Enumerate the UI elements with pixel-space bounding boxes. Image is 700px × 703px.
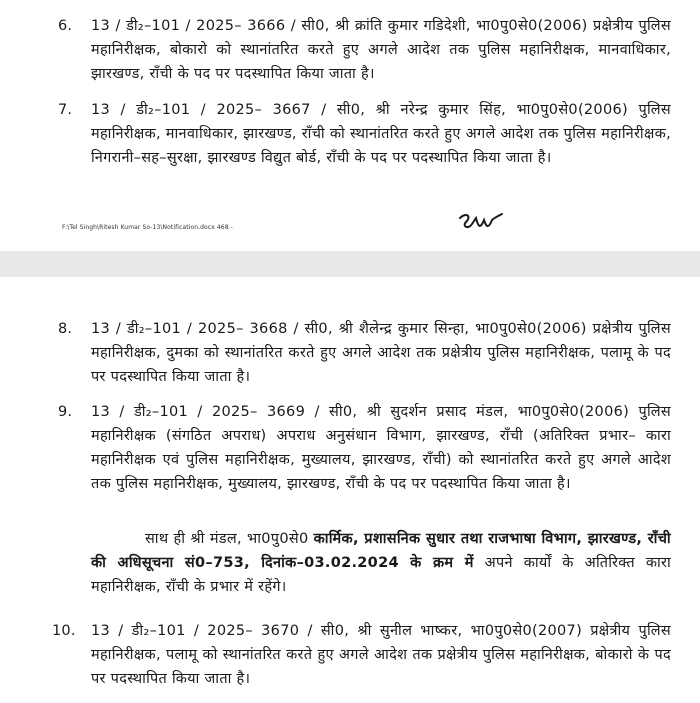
item-text: 13 / डी₂–101 / 2025– 3670 / सी0, श्री सुनील भाष्कर, भा0पु0से0(2007) प्रक्षेत्रीय पुलिस महानिरीक्षक, पलामू को स्थानांतरित करते हुए अगले आदेश तक प्रक्षेत्रीय पुलिस महानिरीक्षक, बोकारो के पद पर पदस्थापित किया जाता है। [91,623,671,687]
item-number: 9. [58,404,73,420]
addendum-part2: अपने कार्यों के अतिरिक्त कारा महानिरीक्षक, राँची के प्रभार में रहेंगे। [91,555,671,595]
item-text: 13 / डी₂–101 / 2025– 3668 / सी0, श्री शैलेन्द्र कुमार सिन्हा, भा0पु0से0(2006) प्रक्षेत्रीय पुलिस महानिरीक्षक, दुमका को स्थानांतरित करते हुए अगले आदेश तक प्रक्षेत्रीय पुलिस महानिरीक्षक, पलामू के पद पर पदस्थापित किया जाता है। [91,321,671,385]
addendum-text [91,527,671,599]
item-text: 13 / डी₂–101 / 2025– 3667 / सी0, श्री नरेन्द्र कुमार सिंह, भा0पु0से0(2006) पुलिस महानिरीक्षक, मानवाधिकार, झारखण्ड, राँची को स्थानांतरित करते हुए अगले आदेश तक पुलिस महानिरीक्षक, निगरानी–सह–सुरक्षा, झारखण्ड विद्युत बोर्ड, राँची के पद पर पदस्थापित किया जाता है। [91,102,671,166]
document-page-top [0,0,700,251]
item-number: 7. [58,102,73,118]
item-number: 8. [58,321,73,337]
addendum-bold-reference: कार्मिक, प्रशासनिक सुधार तथा राजभाषा विभाग, झारखण्ड, राँची की अधिसूचना सं0–753, दिनांक–03.02.2024 के क्रम में [91,531,671,571]
item-number: 6. [58,18,73,34]
item-text: 13 / डी₂–101 / 2025– 3666 / सी0, श्री क्रांति कुमार गडिदेशी, भा0पु0से0(2006) प्रक्षेत्रीय पुलिस महानिरीक्षक, बोकारो को स्थानांतरित करते हुए अगले आदेश तक पुलिस महानिरीक्षक, मानवाधिकार, झारखण्ड, राँची के पद पर पदस्थापित किया जाता है। [91,18,671,82]
item-text: 13 / डी₂–101 / 2025– 3669 / सी0, श्री सुदर्शन प्रसाद मंडल, भा0पु0से0(2006) पुलिस महानिरीक्षक (संगठित अपराध) अपराध अनुसंधान विभाग, झारखण्ड, राँची (अतिरिक्त प्रभार– कारा महानिरीक्षक एवं पुलिस महानिरीक्षक, मुख्यालय, झारखण्ड, राँची) को स्थानांतरित करते हुए अगले आदेश तक पुलिस महानिरीक्षक, मुख्यालय, झारखण्ड, राँची के पद पर पदस्थापित किया जाता है। [91,404,671,492]
page-separator [0,251,700,277]
document-page-bottom [0,277,700,703]
item-number: 10. [52,623,76,639]
signature-mark [456,208,504,238]
addendum-part1: साथ ही श्री मंडल, भा0पु0से0 [145,531,314,547]
footer-file-path: F:\Tel Singh\Ritesh Kumar So-13\Notification.docx 468 - [62,224,233,231]
